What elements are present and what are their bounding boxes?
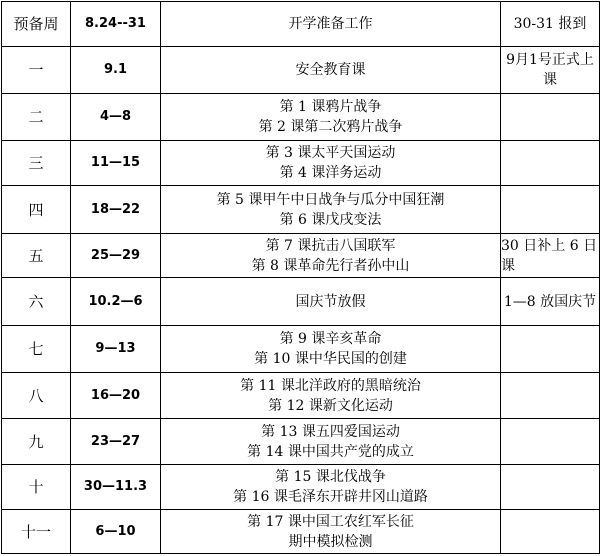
lesson-line: 第 5 课甲午中日战争与瓜分中国狂潮: [216, 191, 445, 208]
week-cell: 三: [2, 141, 71, 186]
lesson-line: 第 13 课五四爱国运动: [261, 423, 400, 440]
date-cell: 11—15: [71, 141, 161, 186]
date-cell: 30—11.3: [71, 465, 161, 510]
date-cell: 18—22: [71, 186, 161, 234]
week-cell: 四: [2, 186, 71, 234]
table-row: [2, 373, 600, 419]
table-row: [2, 510, 600, 554]
note-cell: 1—8 放国庆节: [501, 278, 600, 326]
note-cell: 30-31 报到: [501, 2, 600, 47]
table-row: [2, 94, 600, 141]
week-cell: 预备周: [2, 2, 71, 47]
table-row: [2, 278, 600, 326]
lesson-line: 安全教育课: [295, 62, 366, 78]
note-cell: [501, 186, 600, 234]
date-cell: 9.1: [71, 47, 161, 94]
week-cell: 五: [2, 234, 71, 278]
date-cell: 16—20: [71, 373, 161, 419]
table-row: [2, 465, 600, 510]
week-cell: 六: [2, 278, 71, 326]
lesson-line: 第 17 课中国工农红军长征: [247, 513, 414, 530]
lesson-line: 期中模拟检测: [288, 533, 373, 550]
date-cell: 23—27: [71, 419, 161, 465]
lesson-line: 第 3 课太平天国运动: [265, 145, 396, 161]
week-cell: 九: [2, 419, 71, 465]
note-cell: [501, 510, 600, 554]
table-row: [2, 234, 600, 278]
table-row: [2, 141, 600, 186]
date-cell: 25—29: [71, 234, 161, 278]
lesson-line: 第 6 课戊戌变法: [279, 211, 382, 228]
date-cell: 8.24--31: [71, 2, 161, 47]
date-cell: 4—8: [71, 94, 161, 141]
lesson-line: 第 8 课革命先行者孙中山: [251, 257, 410, 274]
note-cell: 9月1号正式上课: [501, 47, 600, 94]
schedule-table: [1, 1, 600, 554]
lesson-line: 第 14 课中国共产党的成立: [247, 443, 414, 460]
note-cell: [501, 465, 600, 510]
week-cell: 二: [2, 94, 71, 141]
table-row: [2, 47, 600, 94]
lesson-line: 第 10 课中华民国的创建: [254, 351, 407, 367]
content-cell: [161, 141, 501, 186]
date-cell: 9—13: [71, 326, 161, 373]
week-cell: 七: [2, 326, 71, 373]
date-cell: 6—10: [71, 510, 161, 554]
content-cell: [161, 465, 501, 510]
content-cell: [161, 419, 501, 465]
content-cell: [161, 326, 501, 373]
content-cell: [161, 234, 501, 278]
week-cell: 十: [2, 465, 71, 510]
content-cell: [161, 94, 501, 141]
table-row-header: [2, 2, 600, 47]
content-cell: [161, 373, 501, 419]
content-cell: [161, 510, 501, 554]
lesson-line: 第 4 课洋务运动: [279, 165, 382, 181]
table-row: [2, 326, 600, 373]
lesson-line: 第 2 课第二次鸦片战争: [258, 119, 403, 135]
lesson-line: 第 7 课抗击八国联军: [265, 237, 396, 254]
lesson-line: 第 9 课辛亥革命: [279, 331, 382, 347]
note-cell: [501, 94, 600, 141]
lesson-line: 第 16 课毛泽东开辟井冈山道路: [233, 489, 428, 505]
week-cell: 八: [2, 373, 71, 419]
lesson-line: 第 12 课新文化运动: [268, 397, 393, 414]
note-cell: [501, 419, 600, 465]
week-cell: 一: [2, 47, 71, 94]
table-row: [2, 186, 600, 234]
content-cell: [161, 278, 501, 326]
content-cell: [161, 47, 501, 94]
table-row: [2, 419, 600, 465]
note-cell: [501, 373, 600, 419]
lesson-line: 第 15 课北伐战争: [275, 469, 386, 485]
note-cell: 30 日补上 6 日课: [501, 234, 600, 278]
lesson-line: 第 11 课北洋政府的黑暗统治: [240, 377, 421, 394]
lesson-line: 国庆节放假: [295, 293, 366, 310]
note-cell: [501, 141, 600, 186]
date-cell: 10.2—6: [71, 278, 161, 326]
note-cell: [501, 326, 600, 373]
content-cell: 开学准备工作: [161, 2, 501, 47]
week-cell: 十一: [2, 510, 71, 554]
lesson-line: 第 1 课鸦片战争: [279, 99, 382, 115]
content-cell: [161, 186, 501, 234]
